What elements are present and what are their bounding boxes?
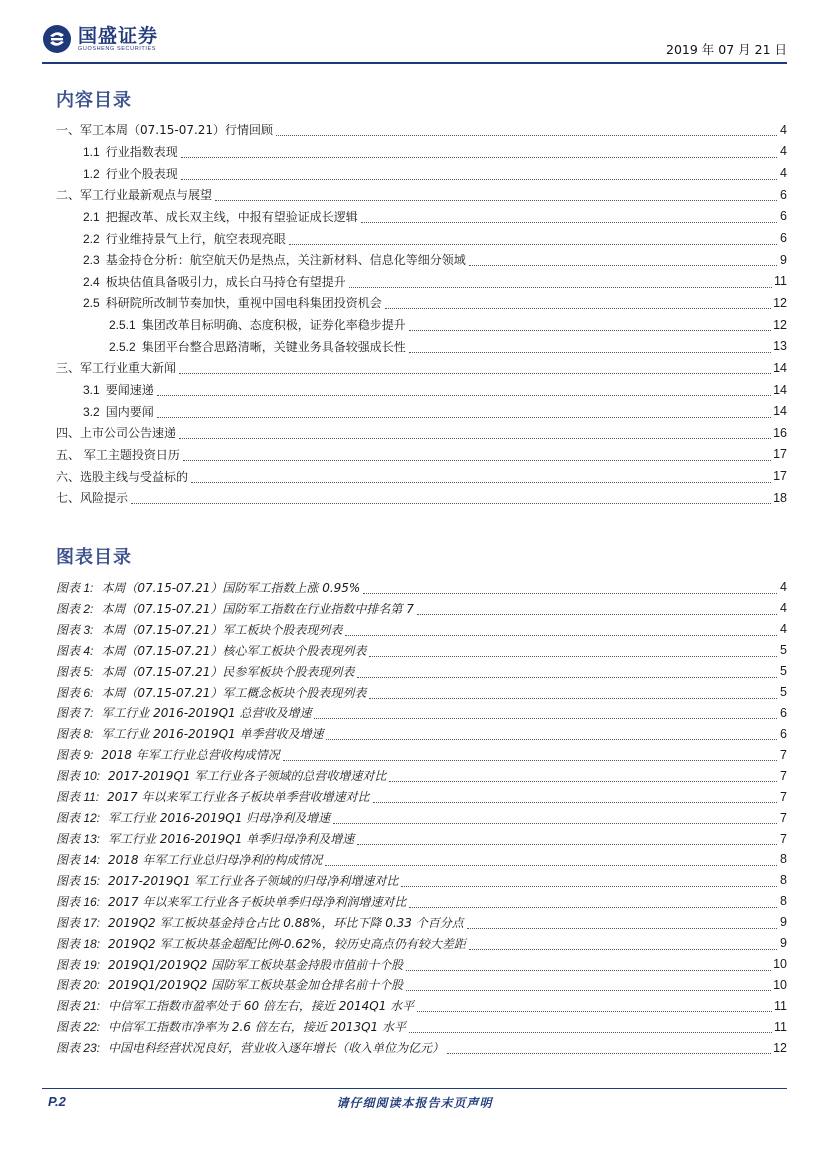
entry-text: 2017-2019Q1 军工行业各子领域的归母净利增速对比 [108,873,399,888]
entry-number: 图表 8: [56,727,94,742]
entry-text: 军工行业 2016-2019Q1 归母净利及增速 [108,811,331,826]
dot-leader [363,581,777,594]
entry-text: 2019Q1/2019Q2 国防军工板块基金持股市值前十个股 [108,957,404,972]
toc-entry[interactable] [56,465,787,487]
entry-number: 2.5.2 [109,339,136,354]
entry-label [56,642,367,659]
figure-entry[interactable] [56,723,787,744]
entry-page-number: 4 [780,166,787,181]
dot-leader [349,275,772,288]
entry-number: 六、 [56,469,81,484]
entry-number: 1.1 [83,144,100,159]
figure-entry[interactable] [56,577,787,598]
entry-page-number: 14 [773,404,787,419]
dot-leader [179,361,771,374]
entry-number: 五、 [56,447,81,462]
entry-label [56,273,347,290]
entry-label [56,489,129,506]
entry-text: 把握改革、成长双主线，中报有望验证成长逻辑 [105,209,358,224]
entry-label [56,186,213,203]
entry-label [56,621,343,638]
entry-text: 板块估值具备吸引力，成长白马持仓有望提升 [105,274,346,289]
entry-number: 3.2 [83,404,100,419]
figure-entry[interactable] [56,995,787,1016]
dot-leader [326,727,777,740]
entry-number: 图表 16: [56,894,101,909]
entry-page-number: 7 [780,810,787,825]
company-name-cn: 国盛证券 [78,24,159,47]
entry-text: 2017 年以来军工行业各子板块单季营收增速对比 [107,790,370,805]
page-footer [42,1088,787,1118]
entry-page-number: 6 [780,705,787,720]
entry-label [56,600,415,617]
entry-text: 2019Q1/2019Q2 国防军工板块基金加仓排名前十个股 [108,978,404,993]
toc-entry[interactable] [56,379,787,401]
entry-number: 2.4 [83,274,100,289]
entry-text: 科研院所改制节奏加快，重视中国电科集团投资机会 [105,296,382,311]
entry-label [56,165,179,182]
entry-label [56,663,355,680]
entry-text: 2018 年军工行业总归母净利的构成情况 [108,852,323,867]
disclaimer-note: 请仔细阅读本报告末页声明 [336,1096,493,1110]
page-header [42,20,787,62]
entry-page-number: 11 [774,998,787,1013]
entry-label [56,403,155,420]
entry-number: 图表 6: [56,685,94,700]
dot-leader [289,232,777,245]
dot-leader [469,253,777,266]
entry-number: 七、 [56,491,81,506]
entry-page-number: 4 [780,601,787,616]
dot-leader [276,123,777,136]
entry-text: 基金持仓分析：航空航天仍是热点，关注新材料、信息化等细分领域 [105,253,466,268]
figure-entry[interactable] [56,786,787,807]
entry-page-number: 4 [780,622,787,637]
entry-number: 图表 12: [56,811,101,826]
figure-entry[interactable] [56,744,787,765]
entry-text: 军工行业重大新闻 [80,361,177,376]
entry-page-number: 8 [780,894,787,909]
entry-page-number: 9 [780,936,787,951]
dot-leader [417,602,777,615]
figure-entry[interactable] [56,765,787,786]
entry-label [56,914,465,931]
entry-text: 军工行业最新观点与展望 [80,188,213,203]
entry-text: 2019Q2 军工板块基金持仓占比 0.88%，环比下降 0.33 个百分点 [108,915,464,930]
entry-label [56,359,177,376]
figure-entry[interactable] [56,933,787,954]
figure-entry[interactable] [56,1037,787,1058]
entry-page-number: 12 [773,317,787,332]
figure-entry[interactable] [56,598,787,619]
toc-entry[interactable] [56,400,787,422]
entry-label [56,767,387,784]
entry-number: 图表 2: [56,601,94,616]
entry-page-number: 7 [780,747,787,762]
entry-page-number: 7 [780,768,787,783]
entry-label [56,725,324,742]
header-divider [42,62,787,64]
entry-text: 本周（07.15-07.21）军工板块个股表现列表 [101,622,343,637]
entry-text: 中国电科经营状况良好，营业收入逐年增长（收入单位为亿元） [108,1041,445,1056]
figure-entry[interactable] [56,640,787,661]
toc-entry[interactable] [56,444,787,466]
entry-number: 2.2 [83,231,100,246]
entry-page-number: 17 [773,469,787,484]
entry-text: 要闻速递 [105,383,154,397]
entry-text: 2017 年以来军工行业各子板块单季归母净利润增速对比 [108,894,407,909]
toc-entry[interactable] [56,227,787,249]
figure-entry[interactable] [56,661,787,682]
dot-leader [357,832,777,845]
toc-entry[interactable] [56,162,787,184]
entry-page-number: 11 [774,1019,787,1034]
entry-label [56,468,189,485]
dot-leader [409,340,771,353]
toc-entry[interactable] [56,119,787,141]
entry-page-number: 16 [773,425,787,440]
dot-leader [447,1041,771,1054]
entry-text: 军工行业 2016-2019Q1 单季归母净利及增速 [108,832,355,847]
entry-page-number: 14 [773,360,787,375]
entry-number: 2.5 [83,296,100,311]
entry-page-number: 12 [773,295,787,310]
dot-leader [179,426,771,439]
entry-text: 集团平台整合思路清晰，关键业务具备较强成长性 [141,339,406,354]
entry-label [56,851,323,868]
figure-entry[interactable] [56,682,787,703]
entry-text: 集团改革目标明确、态度积极，证券化率稳步提升 [141,318,406,333]
entry-label [56,809,331,826]
entry-number: 图表 21: [56,999,101,1014]
entry-page-number: 6 [780,187,787,202]
entry-label [56,872,399,889]
dot-leader [333,811,777,824]
figure-entry[interactable] [56,891,787,912]
entry-text: 本周（07.15-07.21）国防军工指数上涨 0.95% [101,580,361,595]
toc-entry[interactable] [56,270,787,292]
dot-leader [369,686,777,699]
toc-entry[interactable] [56,292,787,314]
dot-leader [417,999,772,1012]
footer-divider [42,1088,787,1089]
dot-leader [467,916,777,929]
entry-number: 3.1 [83,383,100,397]
figure-entry[interactable] [56,1016,787,1037]
entry-page-number: 9 [780,252,787,267]
toc-entry[interactable] [56,487,787,509]
entry-number: 图表 11: [56,790,100,805]
figure-entry[interactable] [56,870,787,891]
entry-page-number: 12 [773,1040,787,1055]
entry-label [56,121,274,138]
entry-text: 军工本周（07.15-07.21）行情回顾 [80,123,274,138]
entry-label [56,830,355,847]
entry-page-number: 7 [780,831,787,846]
entry-label [56,230,287,247]
company-logo [42,24,158,54]
entry-page-number: 4 [780,580,787,595]
entry-text: 2018 年军工行业总营收构成情况 [101,748,280,763]
toc-entry[interactable] [56,314,787,336]
entry-text: 中信军工指数市净率为 2.6 倍左右，接近 2013Q1 水平 [108,1020,406,1035]
entry-page-number: 14 [773,382,787,397]
entry-label [56,684,367,701]
figure-entry[interactable] [56,954,787,975]
dot-leader [406,958,771,971]
dot-leader [409,895,777,908]
entry-page-number: 10 [773,977,787,992]
entry-label [56,338,407,355]
entry-page-number: 7 [780,789,787,804]
dot-leader [345,623,777,636]
figure-entry[interactable] [56,912,787,933]
entry-number: 图表 23: [56,1041,101,1056]
entry-number: 图表 13: [56,832,101,847]
entry-number: 图表 20: [56,978,101,993]
dot-leader [357,665,777,678]
entry-text: 军工主题投资日历 [80,447,180,462]
company-name-en: GUOSHENG SECURITIES [78,45,157,52]
dot-leader [283,748,777,761]
dot-leader [181,167,777,180]
toc-entry[interactable] [56,206,787,228]
toc-list [56,119,787,509]
entry-label [56,997,415,1014]
entry-page-number: 4 [780,122,787,137]
dot-leader [469,937,777,950]
figure-entry[interactable] [56,828,787,849]
entry-number: 一、 [56,123,81,138]
entry-number: 四、 [56,426,81,441]
entry-number: 2.1 [83,209,100,224]
entry-text: 中信军工指数市盈率处于 60 倍左右，接近 2014Q1 水平 [108,999,415,1014]
toc-entry[interactable] [56,357,787,379]
entry-label [56,424,177,441]
dot-leader [406,978,771,991]
dot-leader [409,1020,772,1033]
entry-number: 1.2 [83,166,100,181]
entry-number: 2.5.1 [109,318,136,333]
figure-entry[interactable] [56,703,787,724]
dot-leader [369,644,777,657]
entry-page-number: 18 [773,490,787,505]
entry-label [56,956,404,973]
entry-text: 行业指数表现 [105,144,178,159]
entry-page-number: 6 [780,209,787,224]
entry-number: 图表 1: [56,580,94,595]
entry-number: 图表 18: [56,936,101,951]
entry-text: 军工行业 2016-2019Q1 单季营收及增速 [101,727,324,742]
entry-number: 2.3 [83,253,100,268]
toc-entry[interactable] [56,422,787,444]
entry-label [56,893,407,910]
entry-number: 图表 9: [56,748,94,763]
entry-label [56,446,181,463]
entry-number: 图表 15: [56,873,101,888]
dot-leader [373,790,778,803]
toc-title: 内容目录 [56,90,132,111]
entry-label [56,746,281,763]
dot-leader [131,491,771,504]
dot-leader [314,706,777,719]
toc-entry[interactable] [56,141,787,163]
entry-page-number: 4 [780,144,787,159]
entry-label [56,579,361,596]
figure-entry[interactable] [56,807,787,828]
dot-leader [389,769,777,782]
entry-text: 选股主线与受益标的 [80,469,189,484]
entry-page-number: 17 [773,447,787,462]
figure-entry[interactable] [56,849,787,870]
entry-page-number: 9 [780,915,787,930]
logo-icon [42,24,72,54]
entry-number: 图表 7: [56,706,94,721]
entry-page-number: 13 [773,339,787,354]
entry-text: 上市公司公告速递 [80,426,177,441]
entry-page-number: 6 [780,726,787,741]
toc-entry[interactable] [56,335,787,357]
entry-page-number: 8 [780,873,787,888]
dot-leader [409,318,771,331]
entry-text: 2019Q2 军工板块基金超配比例-0.62%，较历史高点仍有较大差距 [108,936,466,951]
figure-entry[interactable] [56,619,787,640]
entry-number: 二、 [56,188,81,203]
entry-number: 图表 19: [56,957,101,972]
entry-text: 军工行业 2016-2019Q1 总营收及增速 [101,706,312,721]
entry-text: 2017-2019Q1 军工行业各子领域的总营收增速对比 [108,769,387,784]
entry-text: 本周（07.15-07.21）民参军板块个股表现列表 [101,664,355,679]
entry-text: 本周（07.15-07.21）军工概念板块个股表现列表 [101,685,367,700]
entry-label [56,704,312,721]
entry-label [56,1039,445,1056]
entry-page-number: 10 [773,957,787,972]
entry-number: 图表 3: [56,622,94,637]
toc-entry[interactable] [56,249,787,271]
dot-leader [215,188,777,201]
dot-leader [183,448,771,461]
entry-page-number: 5 [780,685,787,700]
entry-label [56,381,155,398]
entry-text: 本周（07.15-07.21）国防军工指数在行业指数中排名第 7 [101,601,414,616]
entry-label [56,251,467,268]
entry-number: 图表 10: [56,769,101,784]
figure-entry[interactable] [56,975,787,996]
entry-number: 三、 [56,361,81,376]
dot-leader [157,405,771,418]
entry-text: 国内要闻 [105,404,154,419]
figures-title: 图表目录 [56,547,132,568]
entry-page-number: 8 [780,852,787,867]
report-date: 2019 年 07 月 21 日 [666,42,787,57]
entry-number: 图表 4: [56,643,94,658]
entry-label [56,316,407,333]
page-number: P.2 [48,1094,66,1109]
entry-text: 风险提示 [80,491,129,506]
entry-number: 图表 22: [56,1020,101,1035]
entry-page-number: 5 [780,643,787,658]
entry-label [56,208,359,225]
entry-page-number: 6 [780,231,787,246]
entry-label [56,1018,407,1035]
toc-entry[interactable] [56,184,787,206]
entry-page-number: 5 [780,664,787,679]
entry-text: 本周（07.15-07.21）核心军工板块个股表现列表 [101,643,367,658]
entry-label [56,935,467,952]
entry-number: 图表 14: [56,852,101,867]
dot-leader [157,383,771,396]
entry-page-number: 11 [774,274,787,289]
dot-leader [385,296,771,309]
entry-number: 图表 17: [56,915,101,930]
entry-label [56,976,404,993]
dot-leader [181,145,777,158]
entry-label [56,294,383,311]
entry-label [56,788,371,805]
dot-leader [325,853,777,866]
entry-label [56,143,179,160]
entry-text: 行业个股表现 [105,166,178,181]
entry-text: 行业维持景气上行，航空表现亮眼 [105,231,286,246]
dot-leader [361,210,777,223]
dot-leader [191,470,771,483]
entry-number: 图表 5: [56,664,94,679]
dot-leader [401,874,777,887]
figures-list [56,577,787,1058]
